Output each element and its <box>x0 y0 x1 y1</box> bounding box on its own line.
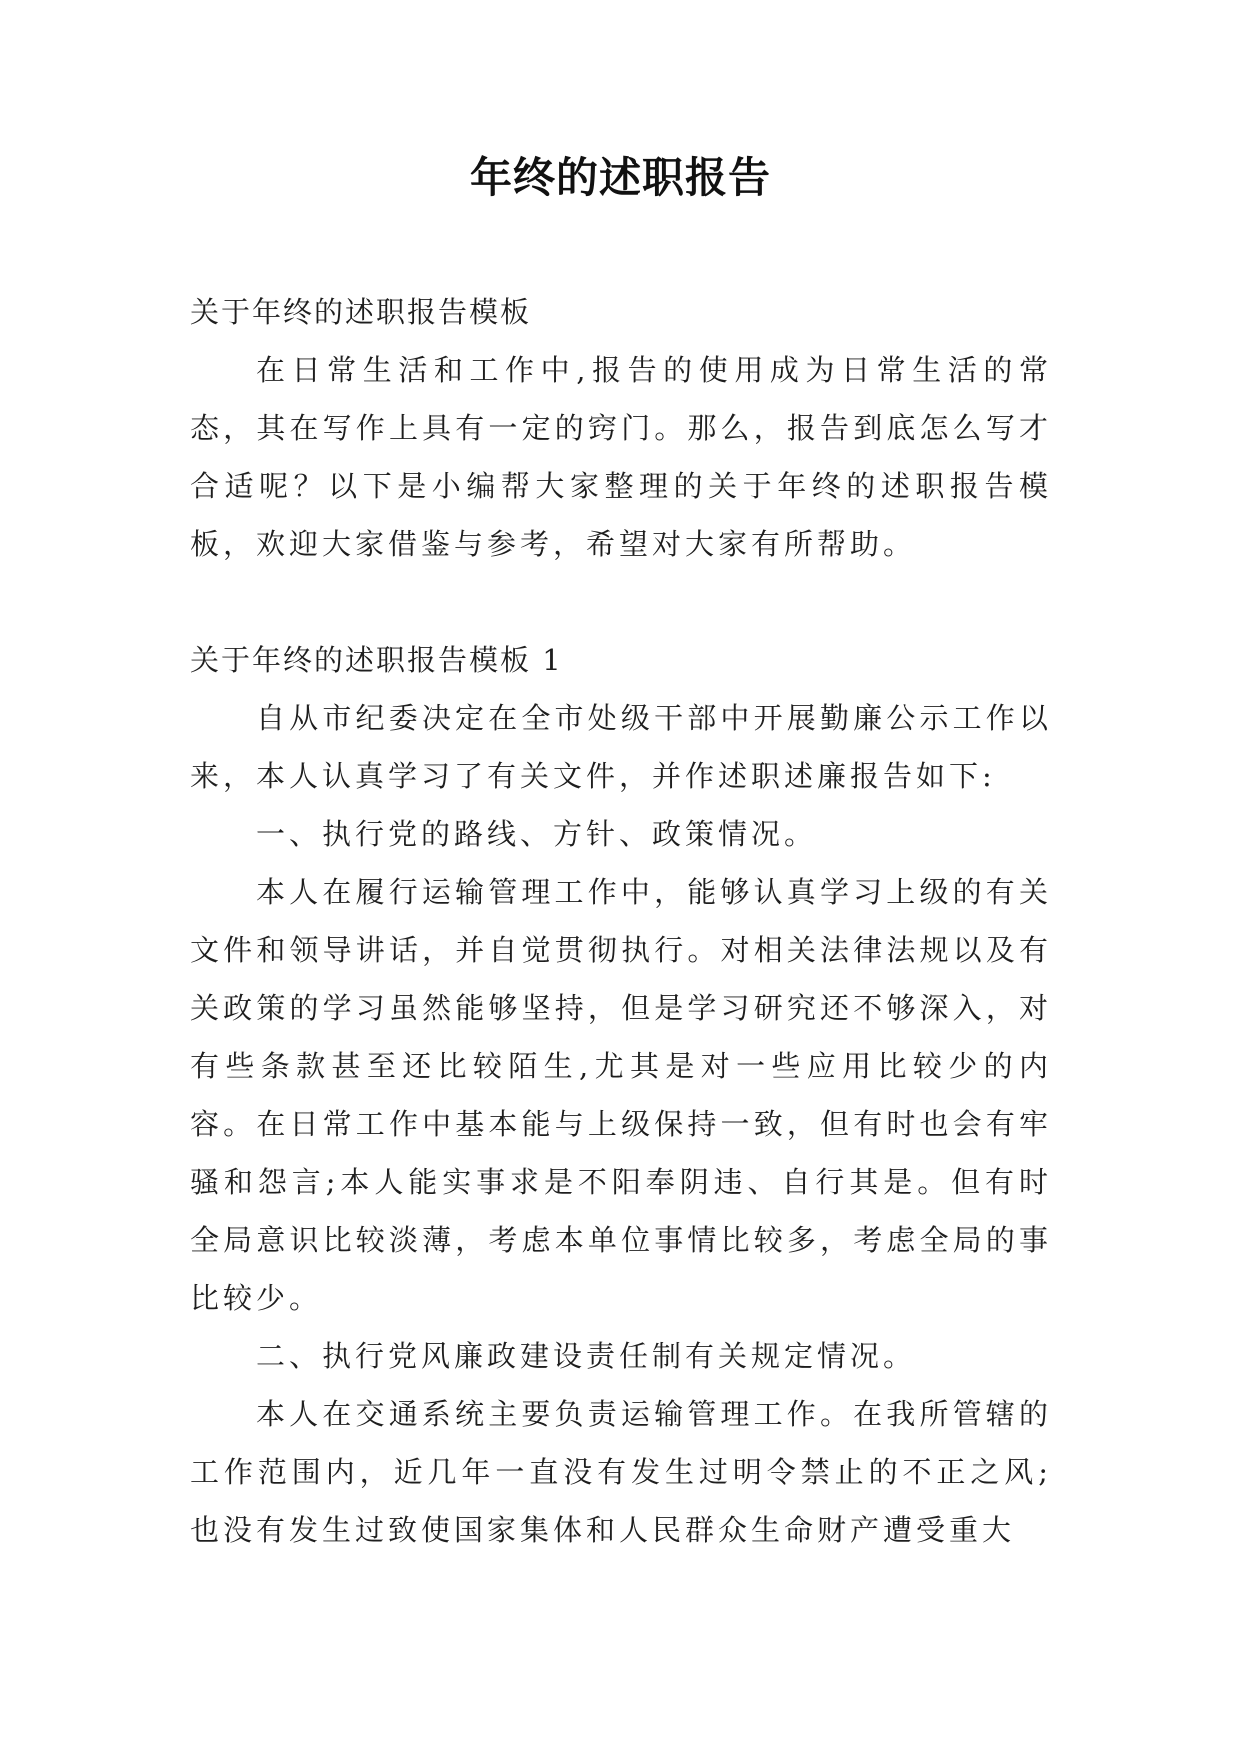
section-title: 关于年终的述职报告模板 <box>190 295 532 329</box>
body-paragraph: 本人在履行运输管理工作中，能够认真学习上级的有关文件和领导讲话，并自觉贯彻执行。对相关法律法规以及有关政策的学习虽然能够坚持，但是学习研究还不够深入，对有些条款甚至还比较陌生,尤其是对一些应用比较少的内容。在日常工作中基本能与上级保持一致，但有时也会有牢骚和怨言;本人能实事求是不阳奉阴违、自行其是。但有时全局意识比较淡薄，考虑本单位事情比较多，考虑全局的事比较少。 <box>190 875 1052 1315</box>
subsection-title: 关于年终的述职报告模板 1 <box>190 643 563 677</box>
body-paragraph: 本人在交通系统主要负责运输管理工作。在我所管辖的工作范围内，近几年一直没有发生过明令禁止的不正之风;也没有发生过致使国家集体和人民群众生命财产遭受重大 <box>190 1397 1052 1547</box>
paragraph-spacer <box>190 573 1052 631</box>
section-heading-2: 二、执行党风廉政建设责任制有关规定情况。 <box>256 1339 917 1373</box>
intro-paragraph: 在日常生活和工作中,报告的使用成为日常生活的常态，其在写作上具有一定的窍门。那么，报告到底怎么写才合适呢？以下是小编帮大家整理的关于年终的述职报告模板，欢迎大家借鉴与参考，希望对大家有所帮助。 <box>190 353 1052 561</box>
document-body <box>190 283 1052 1559</box>
body-paragraph: 自从市纪委决定在全市处级干部中开展勤廉公示工作以来，本人认真学习了有关文件，并作述职述廉报告如下: <box>190 701 1052 793</box>
document-title: 年终的述职报告 <box>469 153 771 202</box>
section-heading-1: 一、执行党的路线、方针、政策情况。 <box>256 817 818 851</box>
